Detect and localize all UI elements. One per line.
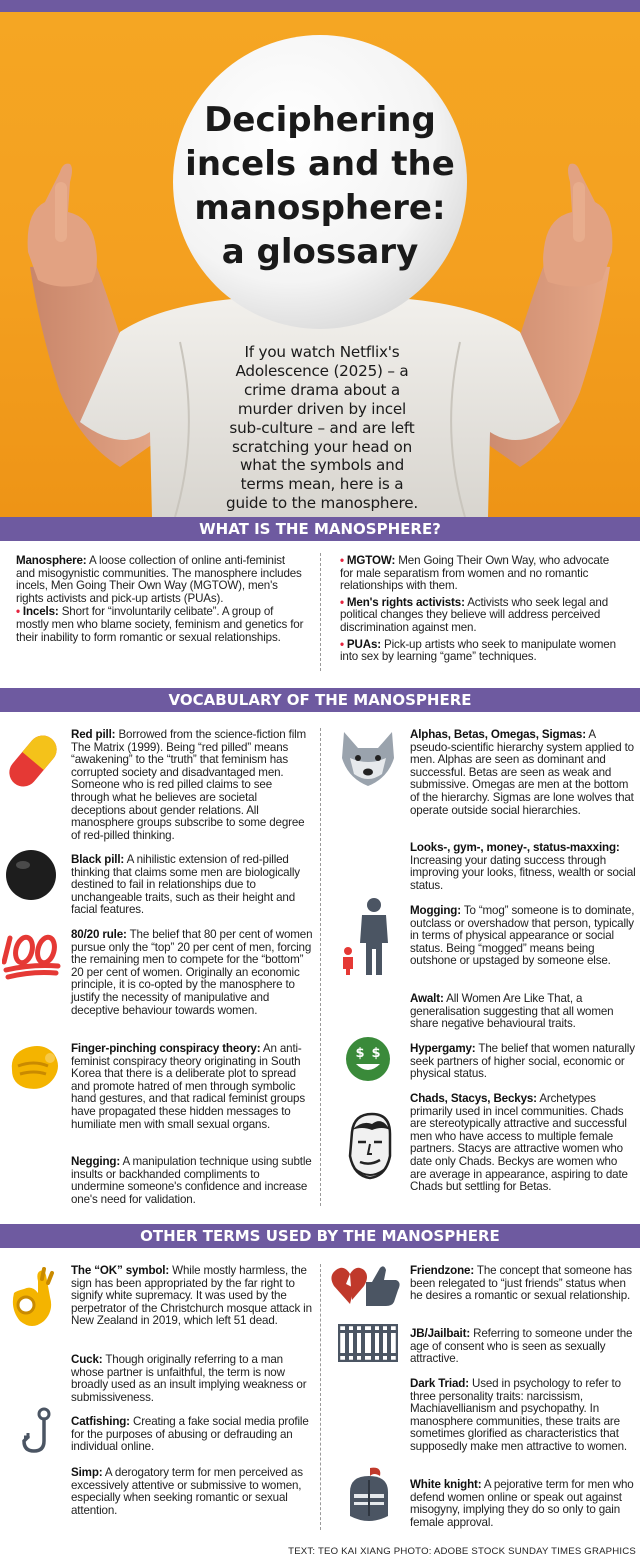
wolf-icon xyxy=(336,728,400,790)
definition-mgtow: • MGTOW: Men Going Their Own Way, who advocate for male separatism from women and no romantic relationships with them. xyxy=(340,554,610,593)
fish-hook-icon xyxy=(18,1407,58,1455)
hundred-points-icon xyxy=(2,928,62,980)
column-divider xyxy=(320,1264,321,1530)
credits: TEXT: TEO KAI XIANG PHOTO: ADOBE STOCK SUNDAY TIMES GRAPHICS xyxy=(288,1546,636,1557)
svg-text:$: $ xyxy=(371,1046,381,1061)
term-cuck: Cuck: Though originally referring to a man whose partner is unfaithful, the term is now broadly used as an insult implying weakness or submissiveness. xyxy=(71,1353,307,1404)
term-simp: Simp: A derogatory term for men perceived as excessively attentive or submissive to women, especially when seeking romantic or sexual attention. xyxy=(71,1466,303,1517)
title-line: Deciphering xyxy=(204,100,436,140)
term-dark-triad: Dark Triad: Used in psychology to refer to three personality traits: narcissism, Machiavellianism and psychopathy. In manosphere communities, these traits are sometimes glorified as characteristics that supposedly make men attractive to women. xyxy=(410,1377,627,1453)
chad-face-icon xyxy=(342,1112,398,1182)
term-negging: Negging: A manipulation technique using subtle insults or backhanded compliments to undermine someone's confidence and increase one's need for validation. xyxy=(71,1155,312,1206)
title-line: a glossary xyxy=(221,232,419,272)
term-black-pill: Black pill: A nihilistic extension of red-pilled thinking that claims some men are biologically destined to fail in relationships due to unchangeable traits, such as their height and facial features. xyxy=(71,853,300,917)
term-80-20-rule: 80/20 rule: The belief that 80 per cent of women pursue only the “top” 20 per cent of men, forcing the remaining men to compete for the “bottom” 20 per cent of women. Originally an economic principle, it is co-opted by the manosphere to justify the necessity of manipulative and deceptive behaviour towards women. xyxy=(71,928,313,1017)
term-ok-symbol: The “OK” symbol: While mostly harmless, the sign has been appropriated by the far right to signify white supremacy. It was used by the perpetrator of the Christchurch mosque attack in New Zealand in 2019, which left 51 dead. xyxy=(71,1264,312,1328)
money-face-icon xyxy=(345,1036,391,1082)
term-chads-stacys: Chads, Stacys, Beckys: Archetypes primarily used in incel communities. Chads are stereotypically attractive and successful men who have access to multiple female partners. Stacys are attractive women who date only Chads. Beckys are women who are average in appearance, aspiring to date Chads but settling for Betas. xyxy=(410,1092,628,1194)
title-line: manosphere: xyxy=(194,188,446,228)
red-pill-icon xyxy=(4,730,62,792)
definition-mens-rights: • Men's rights activists: Activists who seek legal and political changes they believe will address perceived discrimination against men. xyxy=(340,595,609,634)
bullet-icon: • xyxy=(340,554,344,567)
jail-bars-icon xyxy=(338,1324,398,1362)
section-heading-what-is: WHAT IS THE MANOSPHERE? xyxy=(0,517,640,541)
black-pill-icon xyxy=(4,848,58,902)
term-friendzone: Friendzone: The concept that someone has been relegated to “just friends” status when he desires a romantic or sexual relationship. xyxy=(410,1264,632,1303)
top-bar xyxy=(0,0,640,12)
bullet-icon: • xyxy=(340,595,344,609)
term-jailbait: JB/Jailbait: Referring to someone under the age of consent who is seen as sexually attractive. xyxy=(410,1327,633,1366)
tall-short-person-icon xyxy=(340,897,396,977)
section1-left-column xyxy=(16,555,306,644)
term-red-pill: Red pill: Borrowed from the science-fiction film The Matrix (1999). Being “red pilled” means “awakening” to the “truth” that feminism has corrupted society and disadvantaged men. Someone who is red pilled claims to see through what he believes are societal deceptions about gender relations. All manosphere groups subscribe to some degree of red-pilled thinking. xyxy=(71,728,307,842)
title-line: incels and the xyxy=(185,144,455,184)
column-divider xyxy=(320,553,321,671)
section-heading-vocabulary: VOCABULARY OF THE MANOSPHERE xyxy=(0,688,640,712)
term-mogging: Mogging: To “mog” someone is to dominate, outclass or overshadow that person, typically in terms of physical appearance or social status. Being “mogged” means being outshone or upstaged by someone else. xyxy=(410,904,635,968)
term-awalt: Awalt: All Women Are Like That, a generalisation suggesting that all women share negative behavioural traits. xyxy=(410,992,614,1031)
column-divider xyxy=(320,728,321,1206)
intro-text: If you watch Netflix's Adolescence (2025) – a crime drama about a murder driven by incel sub-culture – and are left scratching your head on what the symbols and terms mean, here is a guide to the manosphere. xyxy=(226,343,418,513)
term-white-knight: White knight: A pejorative term for men who defend women online or speak out against misogyny, implying they do so only to gain female approval. xyxy=(410,1478,634,1529)
term-hypergamy: Hypergamy: The belief that women naturally seek partners of higher social, economic or physical status. xyxy=(410,1042,635,1081)
hero-section xyxy=(0,12,640,517)
ok-hand-icon xyxy=(6,1265,56,1329)
term-catfishing: Catfishing: Creating a fake social media profile for the purposes of abusing or defrauding an individual online. xyxy=(71,1415,309,1454)
definition-manosphere: Manosphere: A loose collection of online anti-feminist and misogynistic communities. The manosphere includes incels, Men Going Their Own Way (MGTOW), men's rights activists and pick-up artists (PUAs). xyxy=(16,554,302,605)
definition-incels: • Incels: Short for “involuntarily celibate”. A group of mostly men who blame society, feminism and genetics for their inability to form romantic or sexual relationships. xyxy=(16,605,304,644)
knight-helmet-icon xyxy=(344,1466,394,1526)
bullet-icon: • xyxy=(16,605,20,619)
definition-puas: • PUAs: Pick-up artists who seek to manipulate women into sex by learning “game” techniques. xyxy=(340,637,616,664)
page-title xyxy=(180,98,460,274)
term-maxxing: Looks-, gym-, money-, status-maxxing: Increasing your dating success through improving your looks, fitness, wealth or social status. xyxy=(410,841,636,892)
svg-text:$: $ xyxy=(355,1046,365,1061)
term-finger-pinching: Finger-pinching conspiracy theory: An anti-feminist conspiracy theory originating in South Korea that there is a deliberate plot to spread and promote hatred of men through symbolic hand gestures, and that radical feminist groups have propagated these hidden messages to humiliate men with small sexual organs. xyxy=(71,1042,305,1131)
section1-right-column xyxy=(340,555,625,664)
broken-heart-thumbs-up-icon xyxy=(330,1262,402,1308)
section-heading-other-terms: OTHER TERMS USED BY THE MANOSPHERE xyxy=(0,1224,640,1248)
bullet-icon: • xyxy=(340,637,344,651)
pinching-hand-icon xyxy=(4,1040,62,1096)
term-alphas-betas: Alphas, Betas, Omegas, Sigmas: A pseudo-scientific hierarchy system applied to men. Alphas are seen as dominant and successful. Betas are seen as weak and submissive. Omegas are men at the bottom of the hierarchy. Sigmas are lone wolves that operate outside social hierarchies. xyxy=(410,728,634,817)
